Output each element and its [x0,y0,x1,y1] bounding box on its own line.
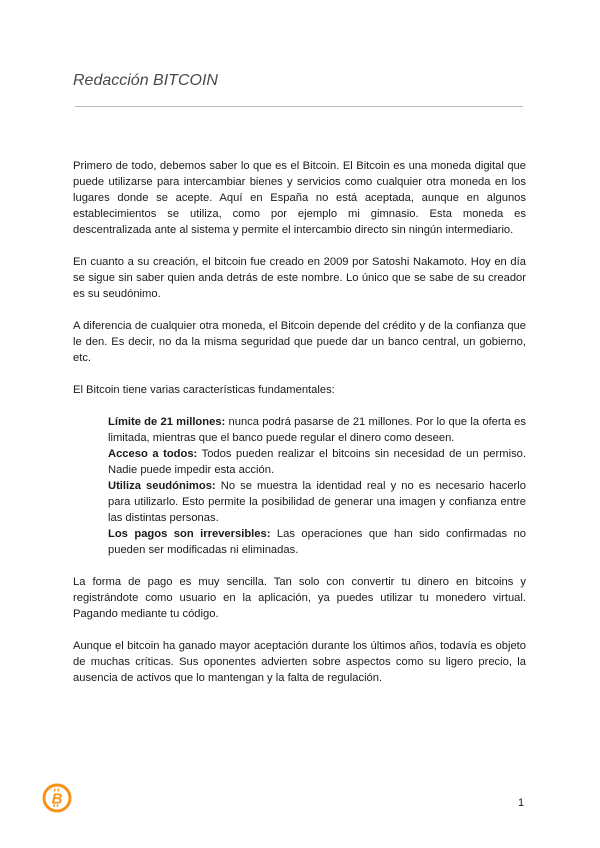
paragraph: A diferencia de cualquier otra moneda, el Bitcoin depende del crédito y de la confianza que le den. Es decir, no da la misma seguridad que puede dar un banco central, un gobierno, etc. [73,320,526,364]
feature-term: Límite de 21 millones: [108,416,226,428]
feature-text: Todos pueden realizar el bitcoins sin necesidad de un permiso. Nadie puede impedir esta acción. [108,448,526,476]
feature-item [108,526,526,558]
document-body [73,158,526,702]
paragraph: El Bitcoin tiene varias características fundamentales: [73,384,335,396]
feature-term: Utiliza seudónimos: [108,480,216,492]
features-list [108,414,526,558]
feature-text: Las operaciones que han sido confirmadas no pueden ser modificadas ni eliminadas. [108,528,527,556]
paragraph: Aunque el bitcoin ha ganado mayor aceptación durante los últimos años, todavía es objeto de muchas críticas. Sus oponentes advierten sobre aspectos como su ligero precio, la ausencia de activos que lo mantengan y la falta de regulación. [73,640,526,684]
svg-text:B: B [51,790,63,808]
page-number: 1 [518,797,525,809]
feature-text: No se muestra la identidad real y no es necesario hacerlo para utilizarlo. Esto permite la posibilidad de generar una imagen y confianza entre las distintas personas. [108,480,526,524]
feature-item [108,478,526,526]
feature-item [108,446,526,478]
feature-item [108,414,526,446]
page-title: Redacción BITCOIN [73,72,218,89]
feature-term: Acceso a todos: [108,448,198,460]
paragraph: En cuanto a su creación, el bitcoin fue creado en 2009 por Satoshi Nakamoto. Hoy en día se sigue sin saber quien anda detrás de este nombre. Lo único que se sabe de su creador es su seudónimo. [73,256,526,300]
paragraph: La forma de pago es muy sencilla. Tan solo con convertir tu dinero en bitcoins y registrándote como usuario en la aplicación, ya puedes utilizar tu monedero virtual. Pagando mediante tu código. [73,576,526,620]
feature-text: nunca podrá pasarse de 21 millones. Por lo que la oferta es limitada, mientras que el banco puede regular el dinero como deseen. [108,416,526,444]
bitcoin-logo-icon [42,783,72,813]
paragraph: Primero de todo, debemos saber lo que es el Bitcoin. El Bitcoin es una moneda digital que puede utilizarse para intercambiar bienes y servicios como cualquier otra moneda en los lugares donde se acepte. Aquí en España no está aceptada, aunque en algunos establecimientos se utiliza, como por ejemplo mi gimnasio. Esta moneda es descentralizada ante al sistema y permite el intercambio directo sin ningún intermediario. [73,160,526,236]
feature-term: Los pagos son irreversibles: [108,528,271,540]
title-divider [75,106,523,107]
